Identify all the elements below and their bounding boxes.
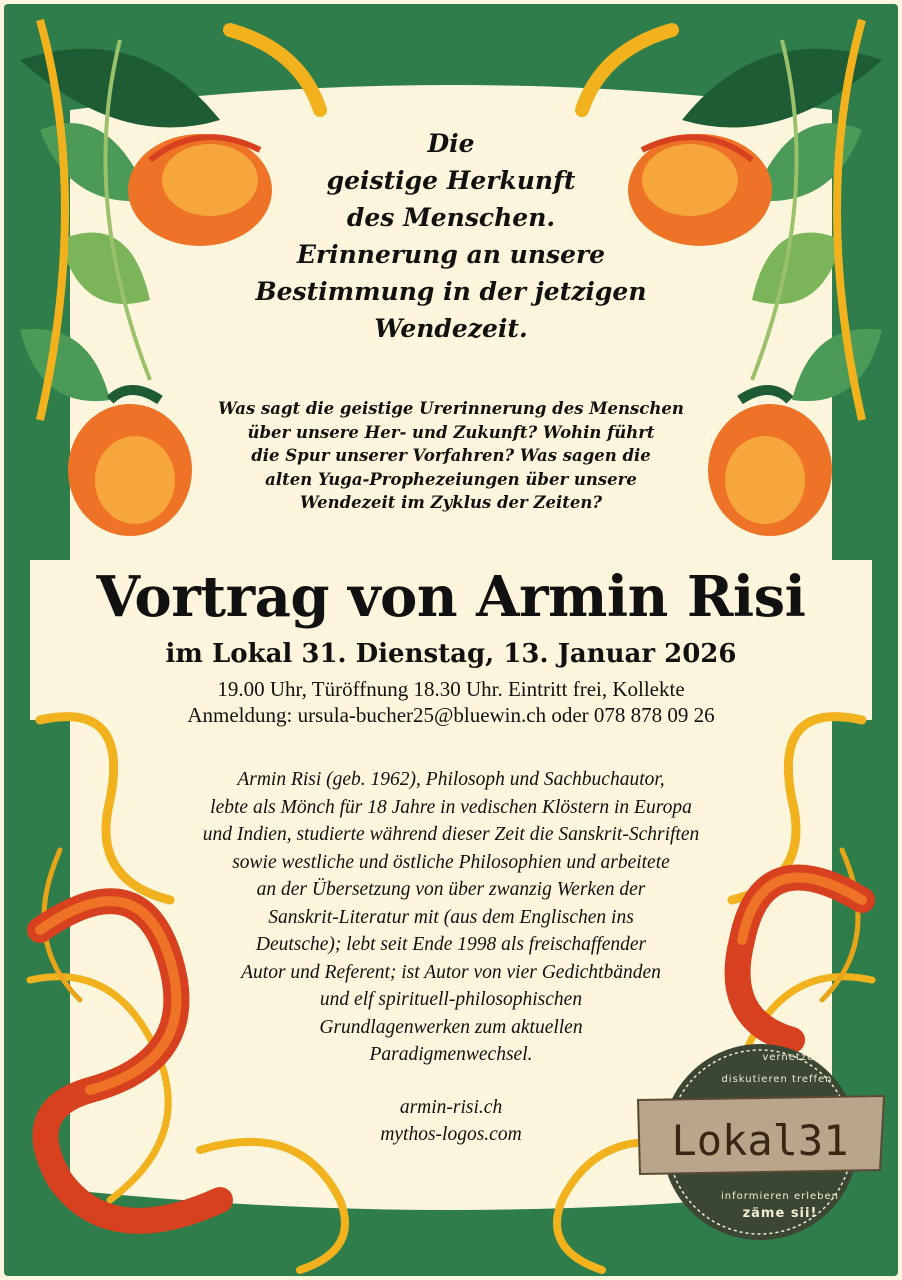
headline-line: Wendezeit.	[374, 314, 528, 343]
logo-bottom-text: informieren erleben	[721, 1191, 839, 1202]
bio-line: Autor und Referent; ist Autor von vier Gedichtbänden	[241, 961, 661, 983]
headline-line: geistige Herkunft	[326, 166, 576, 195]
headline-line: Erinnerung an unsere	[296, 240, 606, 269]
logo-name: Lokal31	[671, 1116, 849, 1165]
event-time: 19.00 Uhr, Türöffnung 18.30 Uhr. Eintritt frei, Kollekte	[217, 677, 685, 701]
bio-line: Sanskrit-Literatur mit (aus dem Englischen ins	[268, 906, 634, 928]
bio-line: sowie westliche und östliche Philosophien und arbeitete	[232, 851, 670, 873]
headline	[0, 125, 902, 347]
teaser-line: alten Yuga-Prophezeiungen über unsere	[265, 469, 637, 489]
bio-line: und elf spirituell-philosophischen	[319, 989, 583, 1010]
event-registration[interactable]: Anmeldung: ursula-bucher25@bluewin.ch oder 078 878 09 26	[187, 703, 715, 727]
bio-line: Paradigmenwechsel.	[369, 1044, 533, 1065]
headline-line: des Menschen.	[346, 203, 556, 232]
teaser-line: über unsere Her- und Zukunft? Wohin führt	[247, 422, 655, 442]
bio-line: Deutsche); lebt seit Ende 1998 als freischaffender	[255, 934, 647, 955]
bio-line: Grundlagenwerken zum aktuellen	[319, 1016, 583, 1038]
link-mythos-logos[interactable]: mythos-logos.com	[380, 1124, 522, 1145]
event-subtitle: im Lokal 31. Dienstag, 13. Januar 2026	[165, 639, 737, 669]
teaser-text	[0, 397, 902, 515]
teaser-line: die Spur unserer Vorfahren? Was sagen die	[251, 446, 651, 465]
bio-line: lebte als Mönch für 18 Jahre in vedischen Klöstern in Europa	[210, 796, 692, 818]
event-info	[0, 676, 902, 728]
link-armin-risi[interactable]: armin-risi.ch	[399, 1097, 503, 1118]
bio-line: Armin Risi (geb. 1962), Philosoph und Sachbuchautor,	[237, 769, 665, 790]
logo-slogan: zäme sii!	[742, 1206, 818, 1221]
logo-top-text: vernetzen	[762, 1052, 822, 1063]
teaser-line: Was sagt die geistige Urerinnerung des Menschen	[218, 399, 684, 418]
teaser-line: Wendezeit im Zyklus der Zeiten?	[299, 493, 603, 512]
bio-line: und Indien, studierte während dieser Zeit die Sanskrit-Schriften	[202, 824, 700, 845]
logo-mid-text: diskutieren treffen	[721, 1074, 833, 1085]
event-title: Vortrag von Armin Risi	[96, 564, 806, 630]
speaker-bio	[0, 766, 902, 1069]
headline-line: Die	[427, 129, 475, 158]
headline-line: Bestimmung in der jetzigen	[255, 277, 647, 306]
bio-line: an der Übersetzung von über zwanzig Werken der	[256, 879, 646, 900]
